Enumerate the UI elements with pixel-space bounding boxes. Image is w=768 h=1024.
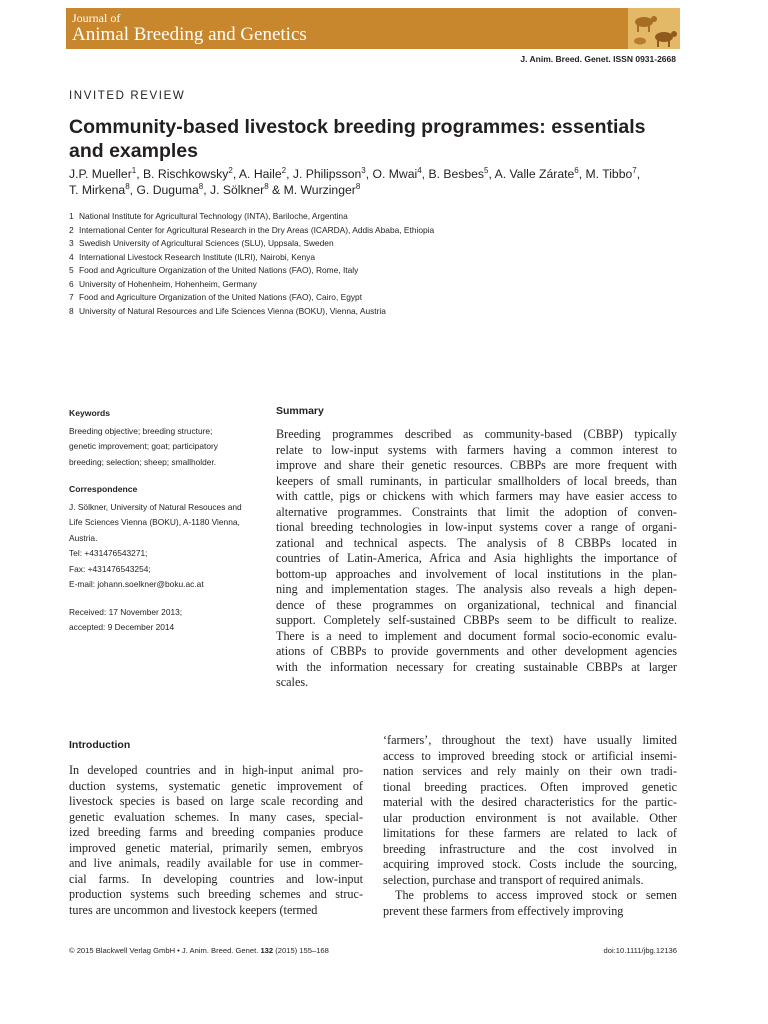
journal-banner: [66, 8, 680, 49]
author-affiliation-number: 5: [484, 166, 489, 175]
section-label: INVITED REVIEW: [69, 90, 186, 102]
title-line: and examples: [69, 140, 198, 162]
affiliation-row: [69, 305, 709, 319]
author-affiliation-number: 7: [632, 166, 637, 175]
author-name: M. Wurzinger: [283, 183, 356, 197]
affiliation-row: [69, 237, 709, 251]
text-line: tional breeding technologies in low-input systems cover a range of organi-: [276, 520, 677, 534]
author-affiliation-number: 1: [131, 166, 137, 175]
journal-name: Animal Breeding and Genetics: [72, 24, 307, 45]
correspondence-heading: Correspondence: [69, 484, 138, 494]
author-affiliation-number: 2: [281, 166, 287, 175]
affiliation-row: [69, 224, 709, 238]
keywords-line: genetic improvement; goat; participatory: [69, 441, 218, 451]
journal-cover-image: [628, 8, 680, 49]
correspondence-line: Life Sciences Vienna (BOKU), A-1180 Vienna,: [69, 517, 240, 527]
author-affiliation-number: 8: [198, 182, 204, 191]
correspondence-tel: Tel: +431476543271;: [69, 548, 148, 558]
affiliation-text: National Institute for Agricultural Technology (INTA), Bariloche, Argentina: [79, 211, 348, 221]
text-line: ning and implementation stages. The analysis also reveals a high depen-: [276, 582, 677, 596]
author-name: J. Sölkner: [210, 183, 265, 197]
text-line: tional breeding practices. Often improved genetic: [383, 779, 677, 794]
author-name: G. Duguma: [136, 183, 199, 197]
footer-volume: 132: [260, 946, 274, 955]
affiliation-text: Food and Agriculture Organization of the United Nations (FAO), Cairo, Egypt: [79, 292, 363, 302]
text-line: ‘farmers’, throughout the text) have usually limited: [383, 733, 677, 747]
affiliation-number: 8: [69, 305, 74, 316]
footer-pages: (2015) 155–168: [275, 946, 329, 955]
text-line: zational and technical aspects. The analysis of 8 CBBPs located in: [276, 535, 677, 550]
text-line: genetic evaluation schemes. In many cases, special-: [69, 809, 363, 824]
text-line: scales.: [276, 675, 309, 689]
text-line: countries of Latin-America, Africa and Asia highlights the importance of: [276, 551, 677, 565]
text-line: alternative programmes. Constraints that limit the adoption of conven-: [276, 504, 677, 519]
author-name: O. Mwai: [372, 167, 418, 181]
keywords-heading: Keywords: [69, 408, 111, 418]
author-name: J. Philipsson: [292, 167, 362, 181]
footer-copyright: © 2015 Blackwell Verlag GmbH • J. Anim. Breed. Genet.: [69, 946, 259, 955]
author-name: B. Besbes: [428, 167, 484, 181]
text-line: duction systems, systematic genetic improvement of: [69, 778, 363, 793]
affiliation-number: 6: [69, 278, 74, 289]
text-line: improved genetic material, primarily semen, embryos: [69, 840, 363, 855]
keywords-line: Breeding objective; breeding structure;: [69, 425, 213, 436]
footer-citation: [69, 946, 329, 955]
summary-text: [276, 427, 677, 691]
affiliation-row: [69, 291, 709, 305]
footer-doi[interactable]: doi:10.1111/jbg.12136: [603, 946, 677, 955]
text-line: livestock species is based on large scale recording and: [69, 794, 363, 808]
affiliations-list: [69, 210, 709, 318]
accepted-date: accepted: 9 December 2014: [69, 622, 175, 632]
dates-block: [69, 605, 264, 636]
text-line: material with the desired characteristics for the partic-: [383, 795, 677, 809]
text-line: keepers of small ruminants, in particular smallholders of local breeds, than: [276, 473, 677, 488]
correspondence-line: Austria.: [69, 532, 98, 543]
animals-logo: [628, 8, 680, 49]
text-line: ized breeding farms and breeding companies produce: [69, 825, 363, 839]
author-name: T. Mirkena: [69, 183, 126, 197]
affiliation-row: [69, 278, 709, 292]
author-affiliation-number: 8: [264, 182, 269, 191]
text-line: bottom-up approaches and involvement of local institutions in the plan-: [276, 566, 677, 581]
author-affiliation-number: 4: [417, 166, 422, 175]
author-affiliation-number: 2: [228, 166, 233, 175]
affiliation-row: [69, 251, 709, 265]
correspondence-email[interactable]: E-mail: johann.soelkner@boku.ac.at: [69, 579, 204, 589]
author-name: J.P. Mueller: [69, 167, 132, 181]
author-list: J.P. Mueller$^1$, B. Rischkowsky$^2$, A. Haile$^2$, J. Philipsson$^3$, O. Mwai$^4$, B. Besbes$^5$, A. Valle Zárate$^6$, M. Tibbo$^7$, T. Mirkena$^8$, G. Duguma$^8$, J. Sölkner$^8$ & M. Wurzinger$^8$: [69, 166, 641, 197]
text-line: relate to low-input systems with farmers having a common interest to: [276, 442, 677, 457]
affiliation-number: 7: [69, 292, 74, 302]
affiliation-text: University of Hohenheim, Hohenheim, Germany: [79, 278, 257, 289]
summary-heading: Summary: [276, 405, 324, 417]
correspondence-block: [69, 482, 264, 593]
author-affiliation-number: 8: [355, 182, 361, 191]
affiliation-text: Food and Agriculture Organization of the United Nations (FAO), Rome, Italy: [79, 265, 359, 275]
text-line: nation services and rely mainly on their own tradi-: [383, 764, 677, 778]
author-affiliation-number: 8: [125, 182, 130, 191]
text-line: with the information necessary for creating sustainable CBBPs at larger: [276, 659, 677, 674]
introduction-heading: Introduction: [69, 739, 131, 751]
title-line: Community-based livestock breeding programmes: essentials: [69, 116, 646, 138]
received-date: Received: 17 November 2013;: [69, 606, 183, 617]
affiliation-text: International Center for Agricultural Research in the Dry Areas (ICARDA), Addis Ababa, Ethiopia: [79, 224, 435, 235]
text-line: cial farms. In developing countries and low-input: [69, 871, 363, 886]
author-name: M. Tibbo: [585, 167, 633, 181]
correspondence-fax: Fax: +431476543254;: [69, 563, 151, 574]
author-affiliation-number: 6: [574, 166, 579, 175]
author-affiliation-number: 3: [361, 166, 366, 175]
sidebar: [69, 406, 264, 648]
correspondence-line: J. Sölkner, University of Natural Resouces and: [69, 501, 242, 512]
text-line: production systems such breeding schemes and struc-: [69, 887, 363, 901]
author-name: B. Rischkowsky: [143, 167, 229, 181]
affiliation-number: 2: [69, 224, 74, 235]
text-line: ular production environment is not available. Other: [383, 810, 677, 825]
text-line: prevent these farmers from effectively improving: [383, 903, 624, 918]
text-line: Breeding programmes described as community-based (CBBP) typically: [276, 427, 677, 441]
text-line: In developed countries and in high-input animal pro-: [69, 763, 363, 777]
affiliation-row: [69, 264, 709, 278]
text-line: tures are uncommon and livestock keepers (termed: [69, 902, 318, 917]
text-line: improve and share their genetic resources. CBBPs are more frequent with: [276, 458, 677, 472]
affiliation-row: [69, 210, 709, 224]
author-name: A. Haile: [238, 167, 282, 181]
affiliation-text: University of Natural Resources and Life Sciences Vienna (BOKU), Vienna, Austria: [79, 305, 386, 316]
affiliation-number: 4: [69, 251, 74, 262]
issn-line: J. Anim. Breed. Genet. ISSN 0931-2668: [520, 54, 676, 64]
text-line: breeding infrastructure and the cost involved in: [383, 841, 677, 856]
text-line: and live animals, readily available for use in commer-: [69, 856, 363, 870]
text-line: ations of CBBPs to provide governments and other development agencies: [276, 644, 677, 658]
text-line: access to improved breeding stock or artificial insemi-: [383, 748, 677, 763]
keywords-line: breeding; selection; sheep; smallholder.: [69, 456, 217, 467]
text-line: The problems to access improved stock or semen: [395, 888, 677, 902]
text-line: with cattle, pigs or chickens with which farmers may have easier access to: [276, 489, 677, 503]
text-line: acquiring improved stock. Costs include the sourcing,: [383, 857, 677, 871]
keywords-block: [69, 406, 264, 470]
affiliation-number: 3: [69, 238, 74, 248]
text-line: selection, purchase and transport of required animals.: [383, 872, 644, 887]
author-name: A. Valle Zárate: [494, 167, 575, 181]
text-line: support. Completely self-sustained CBBPs seem to be difficult to realize.: [276, 613, 677, 627]
introduction-left-column: [69, 763, 363, 918]
text-line: limitations for these farmers are related to lack of: [383, 826, 677, 840]
text-line: There is a need to implement and document formal socio-economic evalu-: [276, 628, 677, 643]
affiliation-number: 1: [69, 211, 74, 221]
introduction-right-column: [383, 733, 677, 919]
journal-prefix: Journal of: [72, 11, 121, 25]
affiliation-number: 5: [69, 265, 74, 275]
text-line: dence of these programmes on organizational, technical and financial: [276, 597, 677, 612]
affiliation-text: International Livestock Research Institute (ILRI), Nairobi, Kenya: [79, 251, 316, 262]
article-title: [69, 115, 689, 163]
affiliation-text: Swedish University of Agricultural Sciences (SLU), Uppsala, Sweden: [79, 238, 334, 248]
